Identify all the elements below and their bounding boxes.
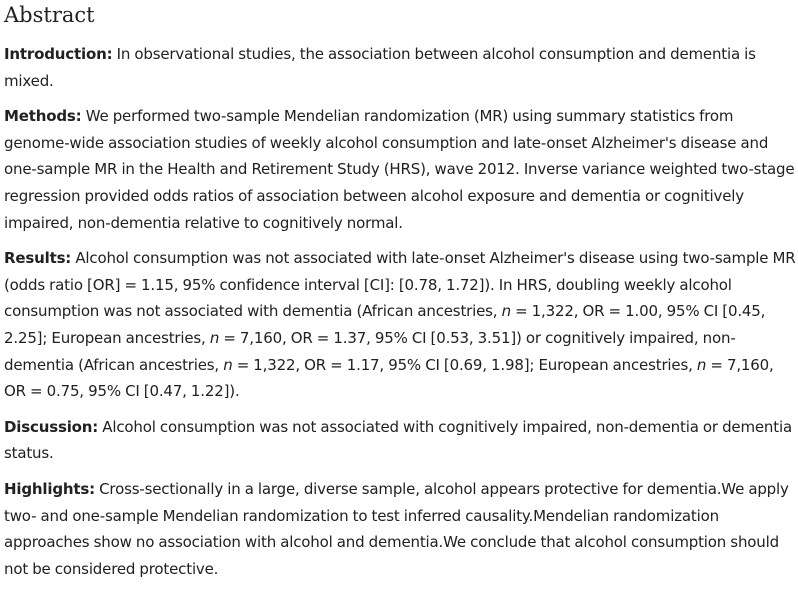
methods-label: Methods: bbox=[4, 107, 82, 126]
highlights-label: Highlights: bbox=[4, 479, 95, 498]
results-text-part: = 7,160, OR = 0.75, 95% CI [0.47, 1.22]). bbox=[4, 355, 774, 401]
results-label: Results: bbox=[4, 249, 72, 268]
sample-size-symbol: n bbox=[696, 355, 707, 374]
abstract-section bbox=[4, 0, 796, 591]
results-paragraph bbox=[4, 245, 796, 405]
highlights-text: Cross-sectionally in a large, diverse sample, alcohol appears protective for dementia.We apply two- and one-sample Mendelian randomization to test inferred causality.Mendelian randomization approaches show no association with alcohol and dementia.We conclude that alcohol consumption should not be considered protective. bbox=[4, 479, 789, 578]
abstract-heading: Abstract bbox=[4, 3, 95, 27]
sample-size-symbol: n bbox=[209, 328, 220, 347]
sample-size-symbol: n bbox=[501, 302, 511, 321]
introduction-label: Introduction: bbox=[4, 45, 113, 63]
results-text bbox=[4, 249, 796, 400]
results-text-part: = 1,322, OR = 1.00, 95% CI [0.45, 2.25]; European ancestries, bbox=[4, 302, 766, 347]
introduction-paragraph bbox=[4, 41, 796, 94]
methods-text: We performed two-sample Mendelian randomization (MR) using summary statistics from genome-wide association studies of weekly alcohol consumption and late-onset Alzheimer's disease and one-sample MR in the Health and Retirement Study (HRS), wave 2012. Inverse variance weighted two-stage regression provided odds ratios of association between alcohol exposure and dementia or cognitively impaired, non-dementia relative to cognitively normal. bbox=[4, 107, 795, 232]
discussion-text: Alcohol consumption was not associated with cognitively impaired, non-dementia or dementia status. bbox=[4, 417, 792, 463]
introduction-text: In observational studies, the association between alcohol consumption and dementia is mixed. bbox=[4, 45, 756, 90]
results-text-part: = 7,160, OR = 1.37, 95% CI [0.53, 3.51]) or cognitively impaired, non-dementia (African ancestries, bbox=[4, 328, 736, 374]
highlights-paragraph bbox=[4, 476, 796, 582]
results-text-part: = 1,322, OR = 1.17, 95% CI [0.69, 1.98]; European ancestries, bbox=[232, 355, 697, 374]
sample-size-symbol: n bbox=[223, 355, 233, 374]
discussion-paragraph bbox=[4, 414, 796, 467]
results-text-part: Alcohol consumption was not associated with late-onset Alzheimer's disease using two-sample MR (odds ratio [OR] = 1.15, 95% confidence interval [CI]: [0.78, 1.72]). In HRS, doubling weekly alcohol consumption was not associated with dementia (African ancestries, bbox=[4, 249, 796, 321]
methods-paragraph bbox=[4, 103, 796, 236]
discussion-label: Discussion: bbox=[4, 417, 99, 436]
